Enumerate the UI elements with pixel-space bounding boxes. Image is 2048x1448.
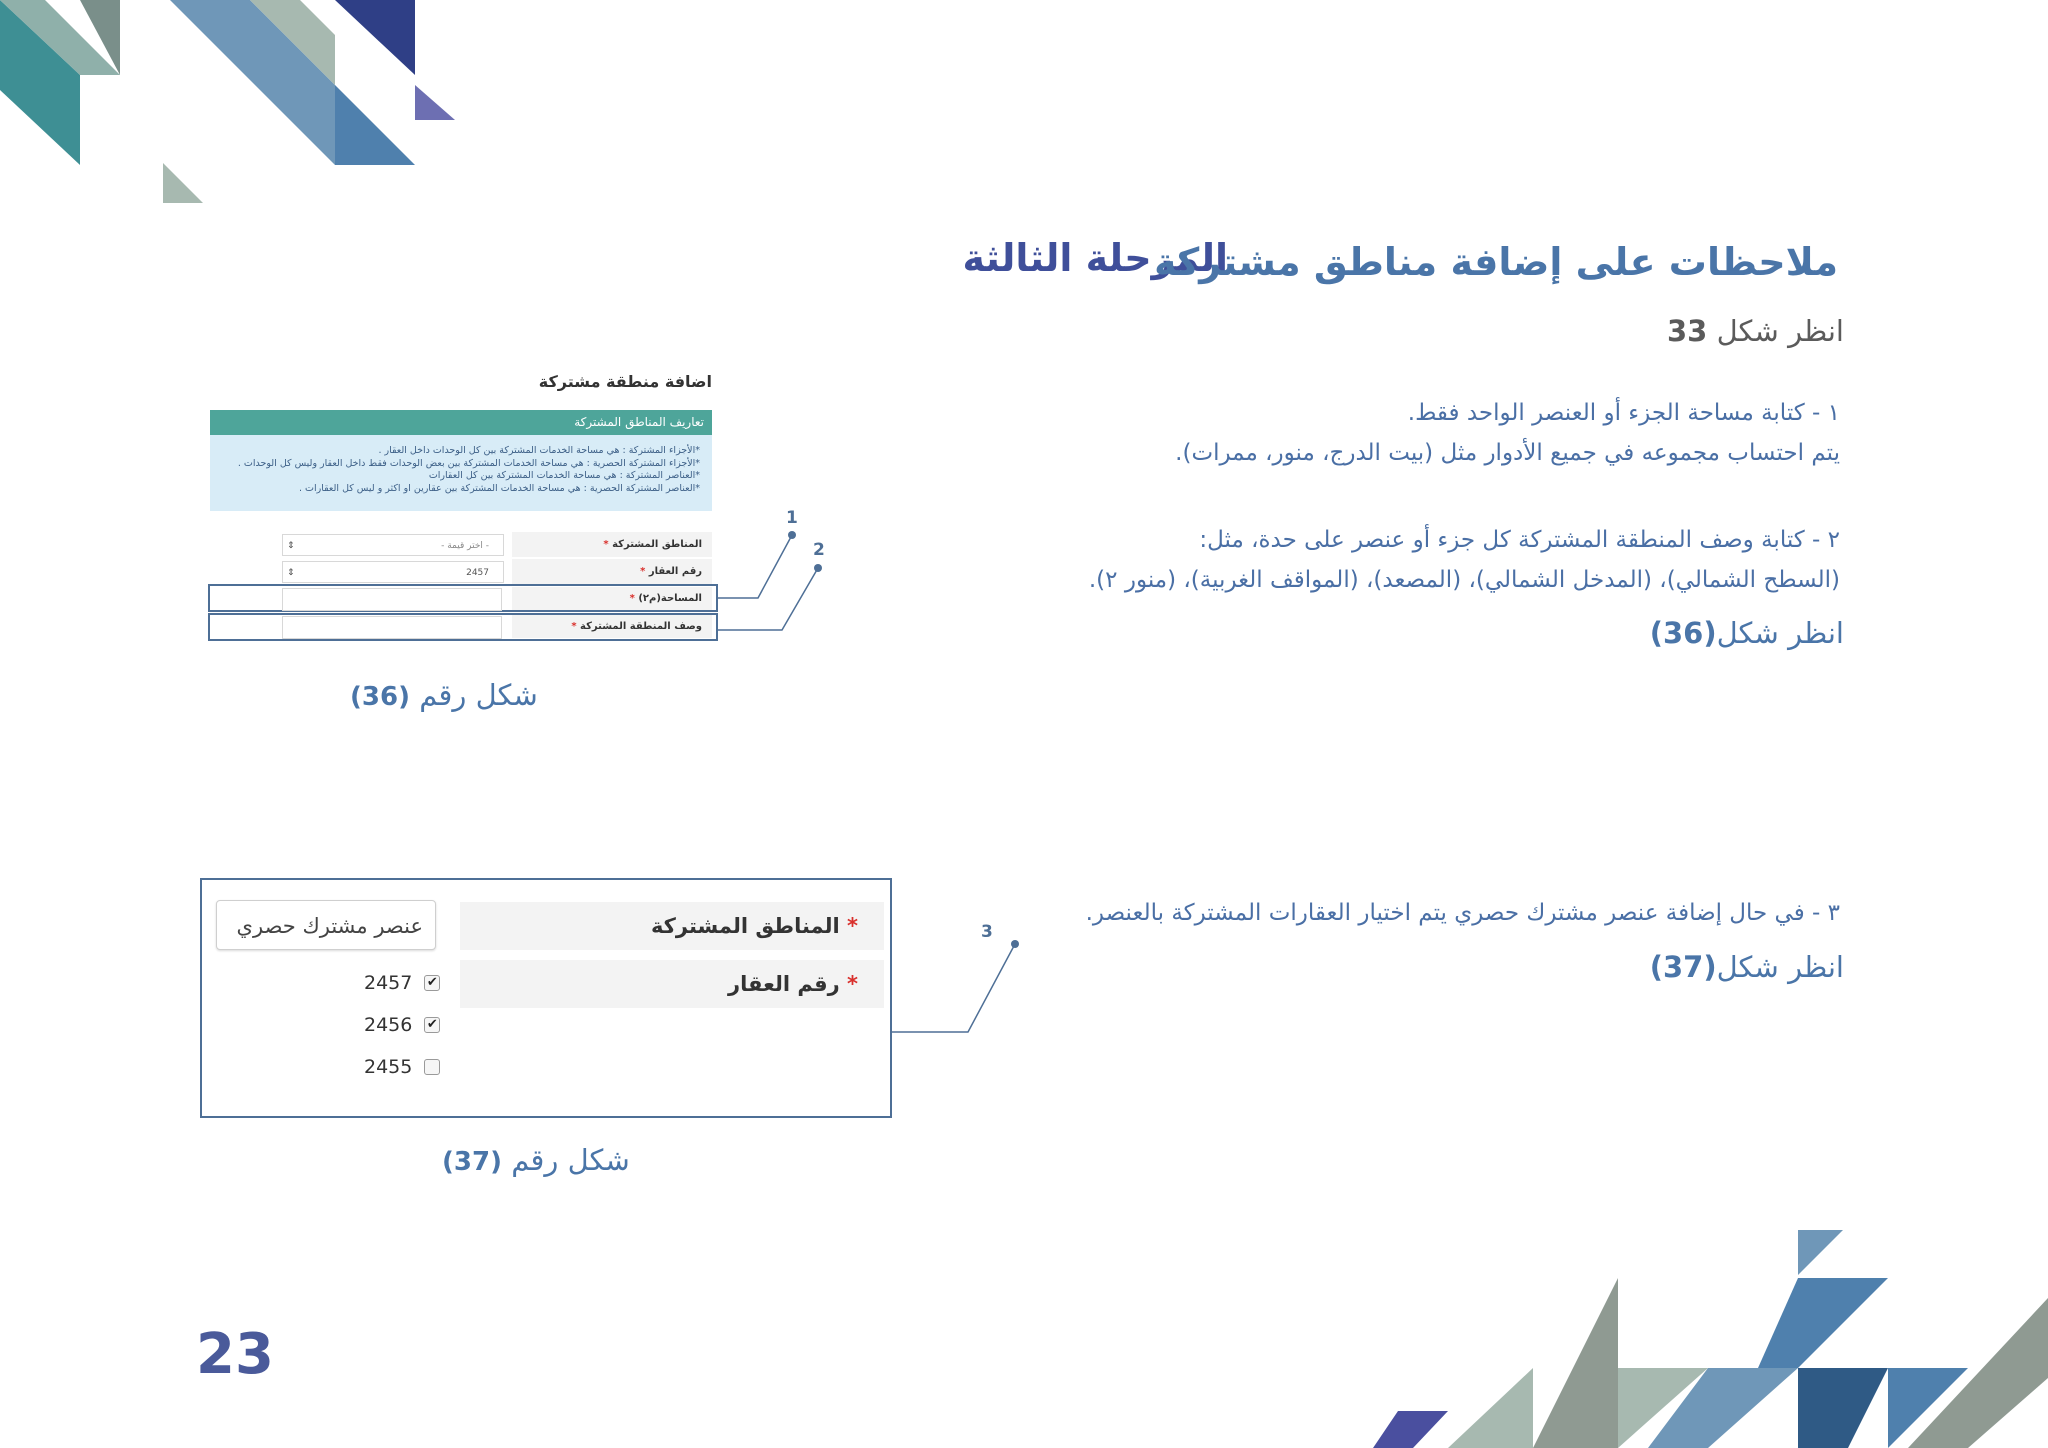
see-figure-37 <box>1650 950 1844 984</box>
see-prefix: انظر شكل <box>1716 616 1844 650</box>
label-text: رقم العقار <box>648 566 702 577</box>
note-2-line-1: ٢ - كتابة وصف المنطقة المشتركة كل جزء أو عنصر على حدة، مثل: <box>1199 527 1840 553</box>
label-property-number <box>460 960 884 1008</box>
note-1-line-1: ١ - كتابة مساحة الجزء أو العنصر الواحد فقط. <box>1407 400 1840 426</box>
page-title: ملاحظات على إضافة مناطق مشتركة <box>1154 240 1838 284</box>
common-areas-select[interactable] <box>282 534 504 556</box>
see-figure-36 <box>1650 616 1844 650</box>
property-checkbox-2455[interactable] <box>364 1056 440 1078</box>
label-common-areas <box>460 902 884 950</box>
figure-36-callout-lines <box>710 510 840 650</box>
caption-number: (37) <box>442 1147 502 1177</box>
label-text: رقم العقار <box>728 972 840 996</box>
select-arrows-icon: ⇕ <box>287 541 295 551</box>
figure-37-caption <box>442 1143 630 1177</box>
label-area <box>512 587 712 610</box>
decorative-corner-bottom-right <box>1288 1218 2048 1448</box>
note-1-line-2: يتم احتساب مجموعه في جميع الأدوار مثل (بيت الدرج، منور، ممرات). <box>1175 440 1840 466</box>
figure-36-caption <box>350 678 538 712</box>
property-number-select[interactable] <box>282 561 504 583</box>
required-mark: * <box>571 621 577 632</box>
figure-36-definitions-info <box>210 435 712 511</box>
phase-title: المرحلة الثالثة <box>962 236 1228 280</box>
note-2-line-2: (السطح الشمالي)، (المدخل الشمالي)، (المصعد)، (المواقف الغربية)، (منور ٢). <box>1088 567 1840 593</box>
checkbox-checked-icon[interactable]: ✔ <box>424 975 440 991</box>
figure-36-heading: اضافة منطقة مشتركة <box>538 372 712 391</box>
see-prefix: انظر شكل <box>1716 950 1844 984</box>
required-mark: * <box>847 914 858 938</box>
label-common-areas <box>512 532 712 557</box>
info-line: *الأجزاء المشتركة الحصرية : هي مساحة الخدمات المشتركة بين بعض الوحدات فقط داخل العقار وليس كل الوحدات . <box>237 457 700 469</box>
checkbox-checked-icon[interactable]: ✔ <box>424 1017 440 1033</box>
description-input[interactable] <box>282 616 502 639</box>
figure-37-frame <box>200 878 892 1118</box>
property-checkbox-2457[interactable] <box>364 972 440 994</box>
caption-text: شكل رقم <box>511 1143 630 1177</box>
select-arrows-icon: ⇕ <box>287 568 295 578</box>
label-property-number <box>512 559 712 584</box>
callout-number-2: 2 <box>813 540 825 560</box>
select-value: - اختر قيمة - <box>441 541 489 551</box>
checkbox-label: 2455 <box>364 1056 413 1078</box>
required-mark: * <box>847 972 858 996</box>
select-value: 2457 <box>466 568 489 578</box>
definitions-title: تعاريف المناطق المشتركة <box>574 415 704 429</box>
caption-number: (36) <box>350 682 410 712</box>
required-mark: * <box>603 539 609 550</box>
label-text: المساحة(م٢) <box>638 593 702 604</box>
info-line: *الأجزاء المشتركة : هي مساحة الخدمات المشتركة بين كل الوحدات داخل العقار . <box>378 445 700 456</box>
select-value: عنصر مشترك حصري <box>236 914 423 938</box>
see-number: (36) <box>1649 616 1717 650</box>
checkbox-label: 2457 <box>364 972 413 994</box>
required-mark: * <box>629 593 635 604</box>
common-areas-select[interactable] <box>216 900 436 950</box>
note-3-line-1: ٣ - في حال إضافة عنصر مشترك حصري يتم اختيار العقارات المشتركة بالعنصر. <box>1085 900 1840 926</box>
see-prefix: انظر شكل <box>1716 314 1844 348</box>
see-number: (37) <box>1649 950 1717 984</box>
label-description <box>512 615 712 638</box>
label-text: المناطق المشتركة <box>612 539 702 550</box>
decorative-corner-top-left <box>0 0 470 210</box>
page-number: 23 <box>196 1322 274 1387</box>
checkbox-label: 2456 <box>364 1014 413 1036</box>
caption-text: شكل رقم <box>419 678 538 712</box>
see-figure-33 <box>1667 314 1844 348</box>
figure-37-callout-line <box>890 930 1020 1050</box>
checkbox-empty-icon[interactable] <box>424 1059 440 1075</box>
callout-number-1: 1 <box>786 508 798 528</box>
callout-number-3: 3 <box>981 922 993 942</box>
info-line: *العناصر المشتركة الحصرية : هي مساحة الخدمات المشتركة بين عقارين او اكثر و ليس كل العقارات . <box>299 482 700 494</box>
info-line: *العناصر المشتركة : هي مساحة الخدمات المشتركة بين كل العقارات <box>428 470 700 481</box>
see-number: 33 <box>1667 314 1708 348</box>
label-text: وصف المنطقة المشتركة <box>580 621 702 632</box>
figure-36-definitions-bar <box>210 410 712 435</box>
required-mark: * <box>640 566 646 577</box>
property-checkbox-2456[interactable] <box>364 1014 440 1036</box>
area-input[interactable] <box>282 588 502 611</box>
label-text: المناطق المشتركة <box>650 914 840 938</box>
